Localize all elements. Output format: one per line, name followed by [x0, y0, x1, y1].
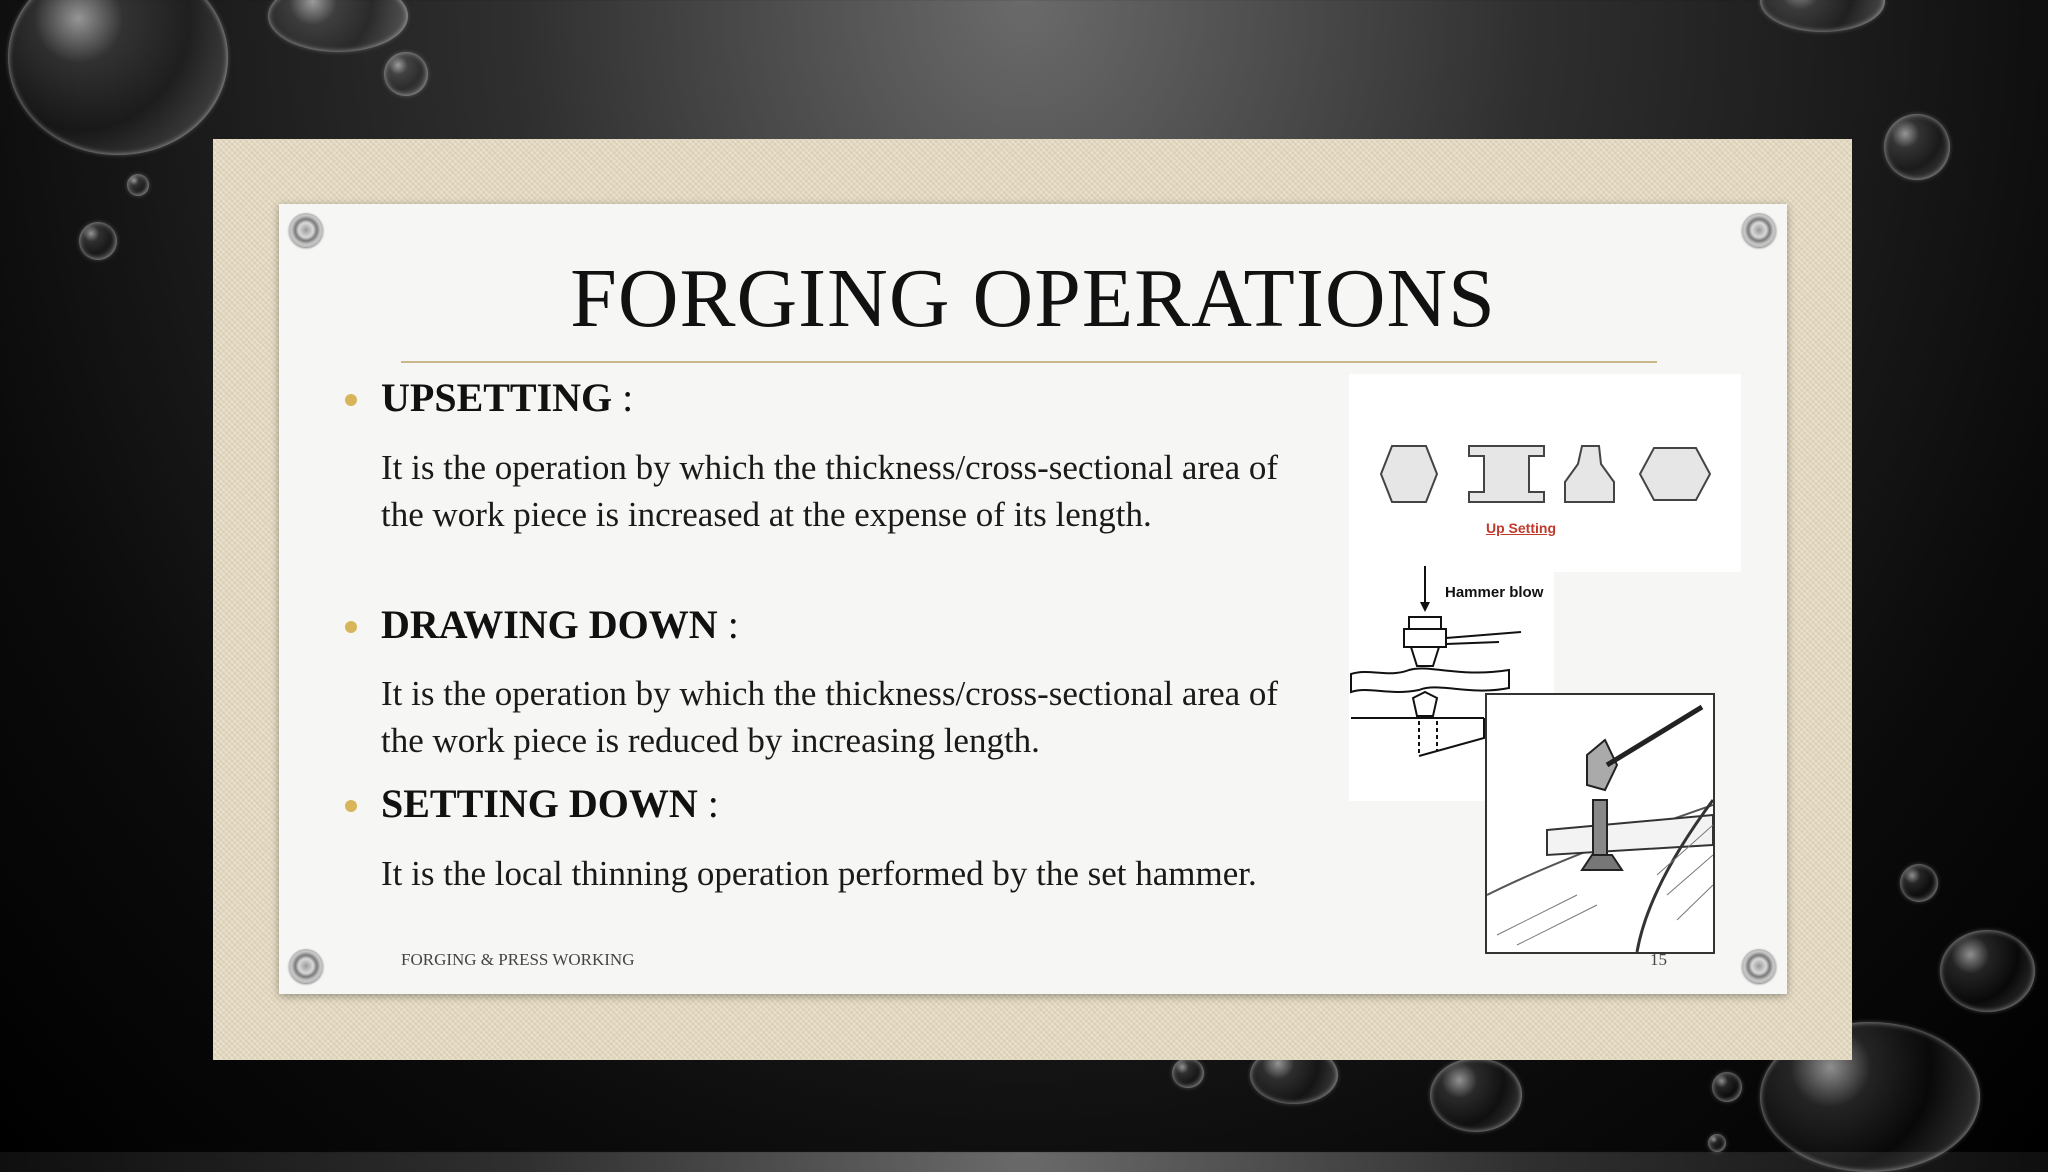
- bubble-decoration: [1940, 930, 2035, 1012]
- upsetting-shapes-icon: [1349, 374, 1741, 572]
- footer-title: FORGING & PRESS WORKING: [401, 950, 635, 969]
- bubble-decoration: [384, 52, 428, 96]
- upsetting-caption: Up Setting: [1486, 520, 1556, 536]
- bubble-decoration: [268, 0, 408, 52]
- heading-text: SETTING DOWN: [381, 781, 698, 826]
- upsetting-figure: [1349, 374, 1741, 572]
- heading-colon: :: [727, 602, 739, 647]
- bullet-icon: [345, 394, 357, 406]
- section-body-setting-down: It is the local thinning operation performed by the set hammer.: [381, 854, 1257, 893]
- bubble-decoration: [1172, 1058, 1204, 1088]
- section-heading-drawing-down: [381, 601, 739, 648]
- bubble-decoration: [1900, 864, 1938, 902]
- heading-text: UPSETTING: [381, 375, 613, 420]
- bubble-decoration: [8, 0, 228, 155]
- slide-title: FORGING OPERATIONS: [570, 252, 1496, 345]
- heading-colon: :: [622, 375, 634, 420]
- rivet-icon: [289, 213, 323, 247]
- bubble-decoration: [1712, 1072, 1742, 1102]
- bubble-decoration: [127, 174, 149, 196]
- heading-colon: :: [707, 781, 719, 826]
- bubble-decoration: [1430, 1058, 1522, 1132]
- setting-down-figure: [1485, 693, 1715, 954]
- bullet-icon: [345, 621, 357, 633]
- bullet-icon: [345, 800, 357, 812]
- slide-paper: [279, 204, 1787, 994]
- section-body-drawing-down: It is the operation by which the thickness/cross-sectional area of the work piece is reduced by increasing length.: [381, 674, 1279, 760]
- rivet-icon: [1742, 949, 1776, 983]
- section-heading-upsetting: [381, 374, 633, 421]
- rivet-icon: [289, 949, 323, 983]
- rivet-icon: [1742, 213, 1776, 247]
- heading-text: DRAWING DOWN: [381, 602, 718, 647]
- section-body-upsetting: It is the operation by which the thickness/cross-sectional area of the work piece is increased at the expense of its length.: [381, 448, 1279, 534]
- hammer-blow-label: Hammer blow: [1445, 584, 1544, 601]
- bubble-decoration: [1708, 1134, 1726, 1152]
- bubble-decoration: [79, 222, 117, 260]
- bubble-decoration: [1760, 0, 1885, 32]
- section-heading-setting-down: [381, 780, 719, 827]
- set-hammer-sketch-icon: [1487, 695, 1713, 952]
- bubble-decoration: [1884, 114, 1950, 180]
- page-number: 15: [1650, 950, 1667, 969]
- title-divider: [401, 361, 1657, 363]
